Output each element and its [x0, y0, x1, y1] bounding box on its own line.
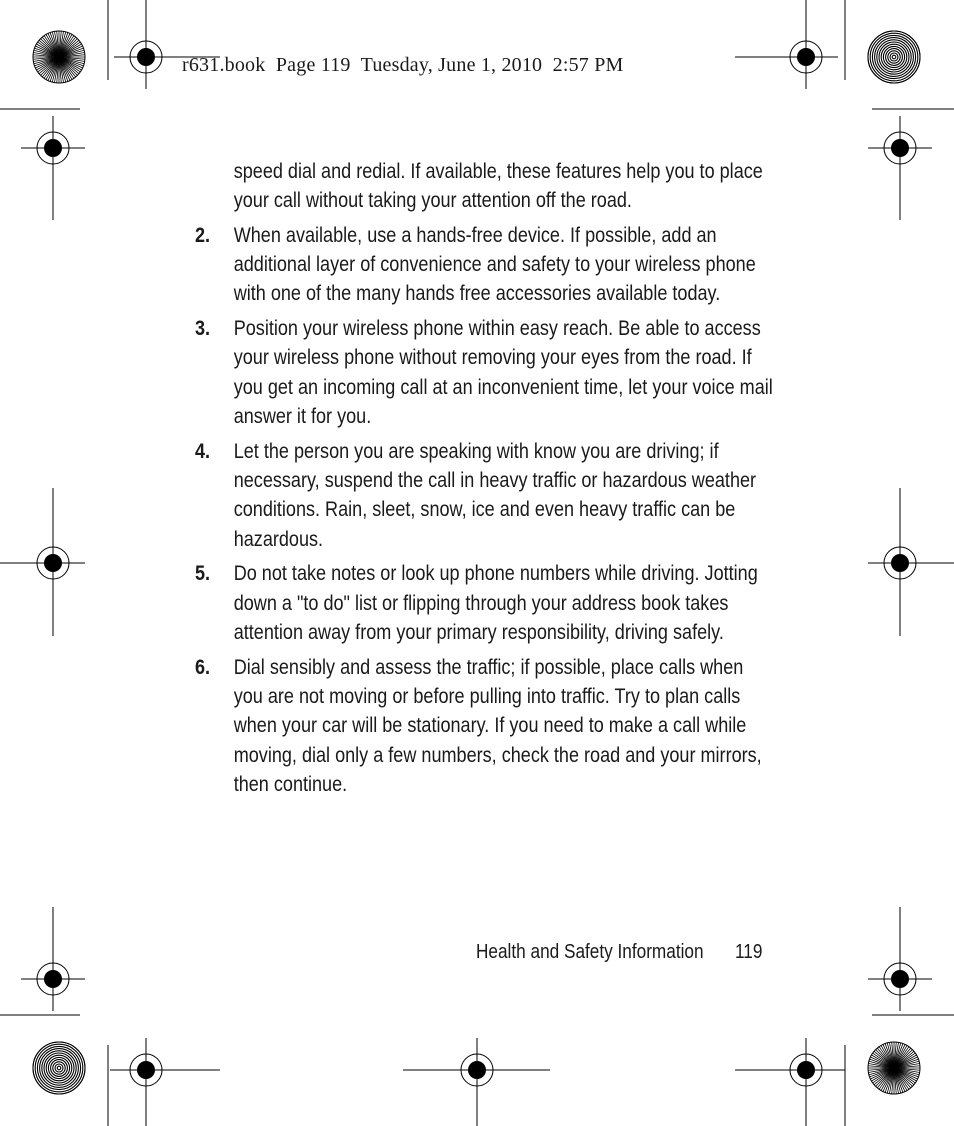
page-number: 119: [735, 941, 763, 963]
list-item: [195, 314, 773, 431]
item-number: 4.: [195, 439, 211, 463]
footer-section-title: Health and Safety Information: [476, 941, 704, 963]
item-number: 3.: [195, 316, 211, 340]
continued-paragraph: speed dial and redial. If available, these features help you to place your call without taking your attention off the road.: [233, 160, 763, 213]
list-item: [195, 437, 773, 554]
item-number: 5.: [195, 562, 211, 586]
list-item: [195, 653, 773, 799]
print-header: r631.book Page 119 Tuesday, June 1, 2010 2:57 PM: [182, 54, 624, 76]
item-text: When available, use a hands-free device. If possible, add an additional layer of convenience and safety to your wireless phone with one of the many hands free accessories available today.: [233, 223, 756, 306]
list-item: [195, 559, 773, 647]
page-body: [195, 157, 773, 805]
item-text: Do not take notes or look up phone numbers while driving. Jotting down a "to do" list or flipping through your address book takes attention away from your primary responsibility, driving safely.: [233, 562, 758, 644]
item-number: 2.: [195, 223, 211, 247]
item-text: Let the person you are speaking with know you are driving; if necessary, suspend the call in heavy traffic or hazardous weather conditions. Rain, sleet, snow, ice and even heavy traffic can be hazardous.: [233, 439, 757, 551]
item-text: Dial sensibly and assess the traffic; if possible, place calls when you are not moving or before pulling into traffic. Try to plan calls when your car will be stationary. If you need to make a call while moving, dial only a few numbers, check the road and your mirrors, then continue.: [233, 655, 762, 796]
list-item: [195, 221, 773, 309]
item-text: Position your wireless phone within easy reach. Be able to access your wireless phone without removing your eyes from the road. If you get an incoming call at an inconvenient time, let your voice mail answer it for you.: [233, 316, 773, 428]
item-number: 6.: [195, 655, 211, 679]
